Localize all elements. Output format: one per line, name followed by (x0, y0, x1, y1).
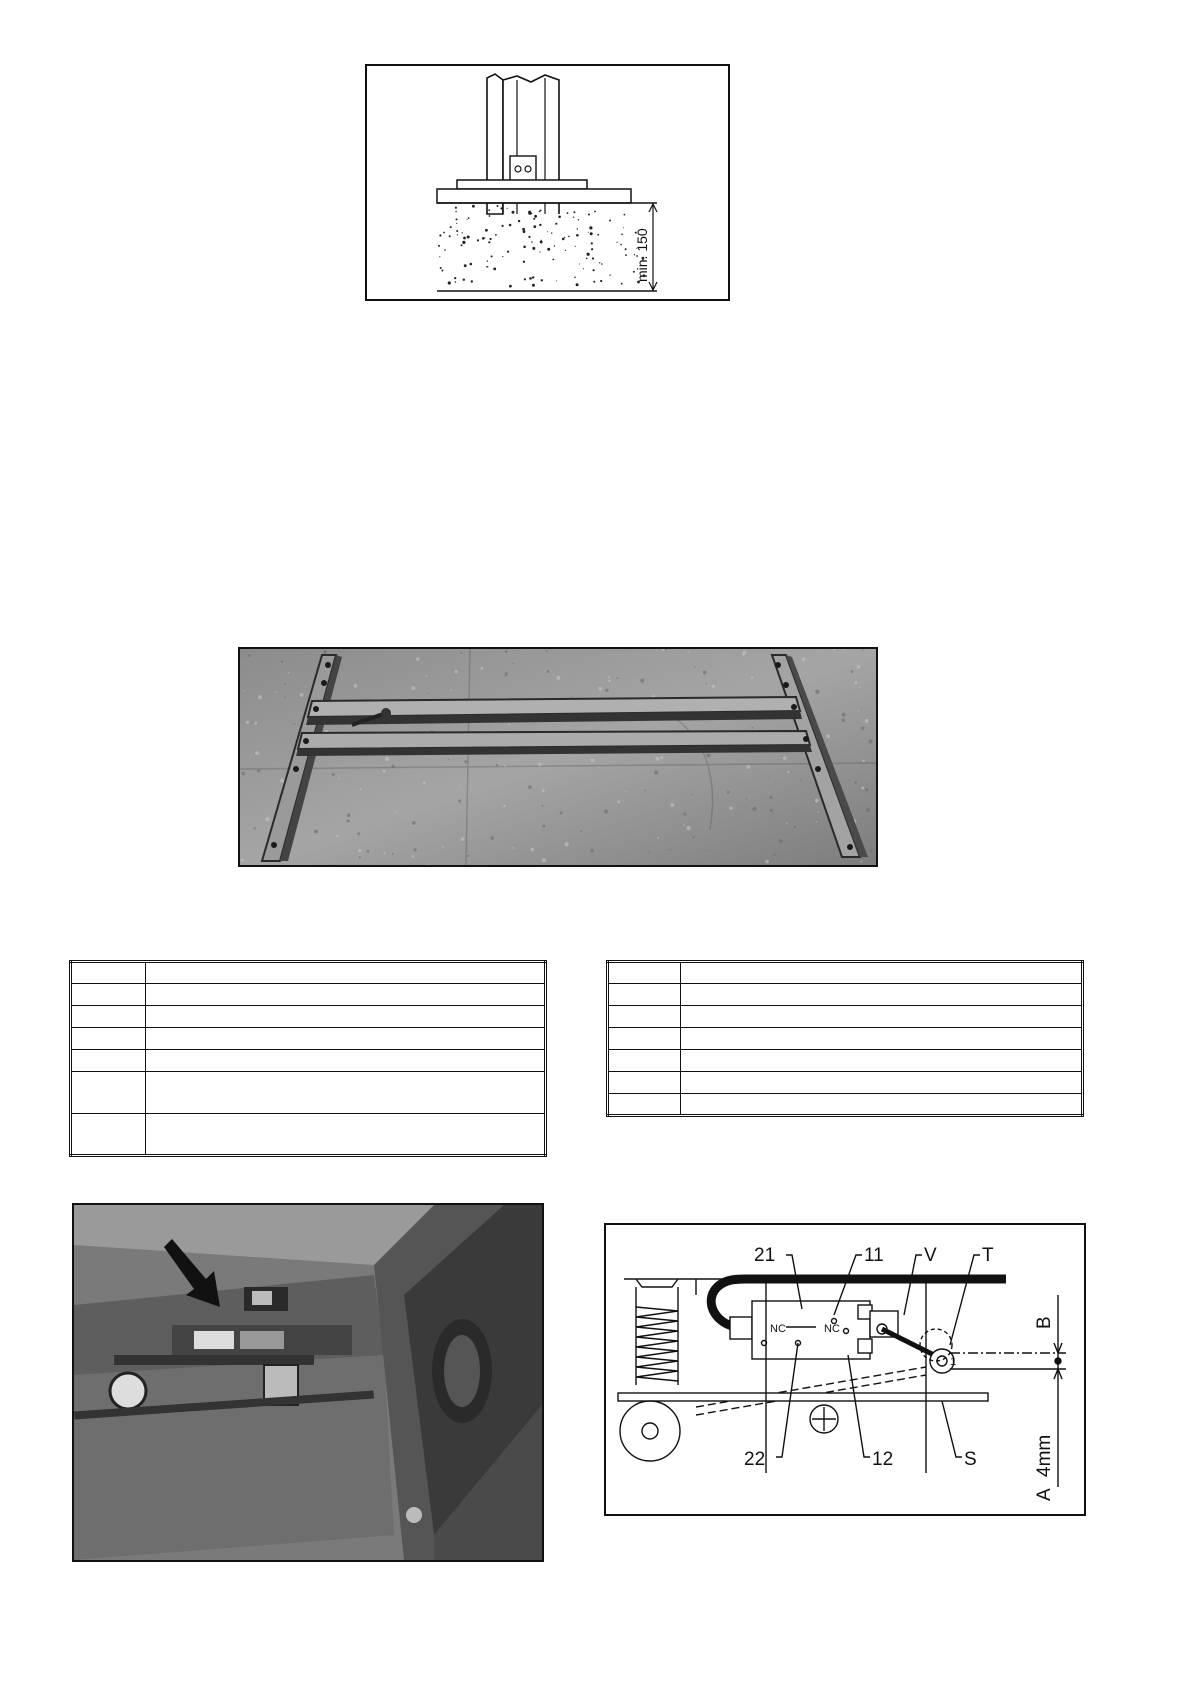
table-row (608, 1006, 1083, 1028)
switch-photo (72, 1203, 544, 1562)
label-1: 1 (950, 1356, 957, 1368)
table-row (608, 1094, 1083, 1116)
label-22: 22 (744, 1449, 766, 1470)
table-row (71, 1072, 546, 1114)
label-12: 12 (872, 1449, 894, 1470)
switch-photo-image (74, 1205, 542, 1560)
label-11: 11 (864, 1245, 884, 1266)
table-row (71, 962, 546, 984)
label-4mm: 4mm (1034, 1434, 1055, 1477)
foundation-figure (365, 64, 730, 301)
nc-label-2: NC (824, 1323, 840, 1335)
nc-label-1: NC (770, 1323, 786, 1335)
label-S: S (964, 1449, 977, 1470)
concrete-texture (438, 205, 645, 288)
frame-photo-image (240, 649, 876, 865)
table-row (71, 1050, 546, 1072)
label-21: 21 (754, 1245, 776, 1266)
min-150-label: min. 150 (634, 228, 650, 282)
label-B: B (1034, 1316, 1055, 1329)
left-table (69, 960, 547, 1157)
switch-diagram-drawing (606, 1225, 1084, 1514)
frame-photo (238, 647, 878, 867)
table-row (608, 1072, 1083, 1094)
label-V: V (924, 1245, 937, 1266)
label-T: T (982, 1245, 994, 1266)
foundation-drawing (367, 66, 728, 299)
table-row (608, 1050, 1083, 1072)
table-row (71, 984, 546, 1006)
switch-diagram (604, 1223, 1086, 1516)
label-A: A (1034, 1488, 1055, 1501)
table-row (71, 1114, 546, 1156)
right-table (606, 960, 1084, 1117)
table-row (71, 1028, 546, 1050)
table-row (71, 1006, 546, 1028)
table-row (608, 1028, 1083, 1050)
table-row (608, 962, 1083, 984)
table-row (608, 984, 1083, 1006)
